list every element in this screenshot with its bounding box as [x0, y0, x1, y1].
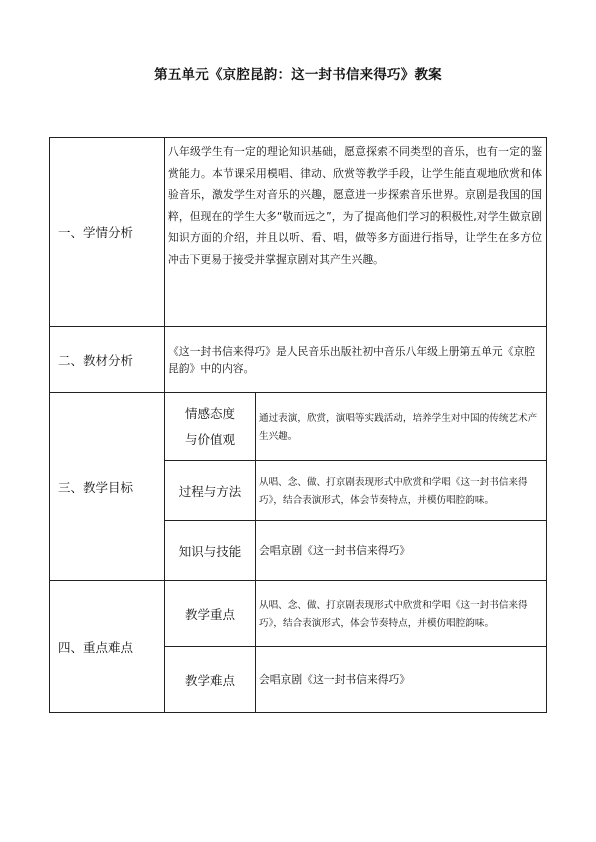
sub-label-process-method: 过程与方法 — [165, 461, 256, 521]
section-label-key-points: 四、重点难点 — [50, 581, 165, 713]
key-point-text-difficulty: 会唱京剧《这一封书信来得巧》 — [256, 647, 547, 713]
section-label-material-analysis: 二、教材分析 — [50, 327, 165, 393]
sub-label-emotion-line2: 与价值观 — [184, 431, 235, 447]
sub-label-knowledge-skill: 知识与技能 — [165, 521, 256, 581]
table-row-student-analysis — [50, 138, 547, 327]
sub-label-emotion-values — [165, 393, 256, 461]
key-point-text-focus: 从唱、念、做、打京剧表现形式中欣赏和学唱《这一封书信来得巧》，结合表演形式，体会节奏特点，并模仿唱腔韵味。 — [256, 581, 547, 647]
table-row-material-analysis — [50, 327, 547, 393]
table-row-objective-emotion — [50, 393, 547, 461]
sub-label-emotion-line1: 情感态度 — [184, 405, 235, 421]
section-label-objectives: 三、教学目标 — [50, 393, 165, 581]
table-row-key-point — [50, 581, 547, 647]
section-text-student-analysis: 八年级学生有一定的理论知识基础，愿意探索不同类型的音乐，也有一定的鉴赏能力。本节课采用模唱、律动、欣赏等教学手段，让学生能直观地欣赏和体验音乐，激发学生对音乐的兴趣，愿意进一步探索音乐世界。京剧是我国的国粹，但现在的学生大多“敬而远之”，为了提高他们学习的积极性,对学生做京剧知识方面的介绍，并且以听、看、唱，做等多方面进行指导，让学生在多方位冲击下更易于接受并掌握京剧对其产生兴趣。 — [165, 138, 547, 327]
objective-text-knowledge: 会唱京剧《这一封书信来得巧》 — [256, 521, 547, 581]
objective-text-emotion: 通过表演，欣赏，演唱等实践活动，培养学生对中国的传统艺术产生兴趣。 — [256, 393, 547, 461]
section-text-material-analysis: 《这一封书信来得巧》是人民音乐出版社初中音乐八年级上册第五单元《京腔昆韵》中的内容。 — [165, 327, 547, 393]
objective-text-process: 从唱、念、做、打京剧表现形式中欣赏和学唱《这一封书信来得巧》，结合表演形式，体会节奏特点，并模仿唱腔韵味。 — [256, 461, 547, 521]
lesson-plan-table — [49, 137, 547, 713]
page-title: 第五单元《京腔昆韵：这一封书信来得巧》教案 — [154, 67, 442, 83]
section-label-student-analysis: 一、学情分析 — [50, 138, 165, 327]
sub-label-teaching-difficulty: 教学难点 — [165, 647, 256, 713]
sub-label-teaching-focus: 教学重点 — [165, 581, 256, 647]
